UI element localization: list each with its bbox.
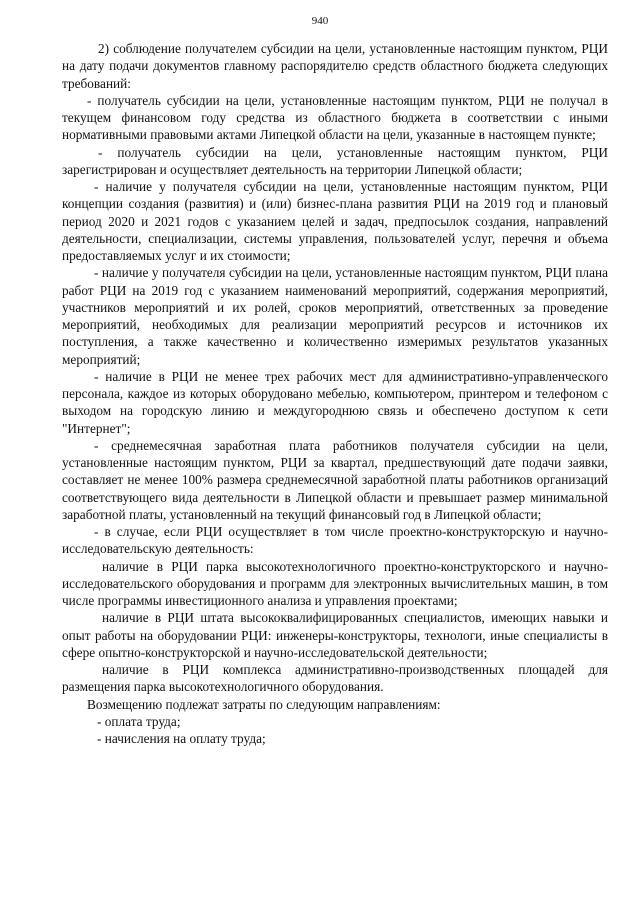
paragraph-condition-2: 2) соблюдение получателем субсидии на цели, установленные настоящим пунктом, РЦИ на дату подачи документов главному распорядителю средств областного бюджета следующих требований: (62, 41, 608, 91)
paragraph-equipment-park: наличие в РЦИ парка высокотехнологичного проектно-конструкторского и научно-исследовательского оборудования и программ для электронных вычислительных машин, в том числе программы инвестиционного анализа и управления проектами; (62, 558, 608, 608)
paragraph-workplaces: - наличие в РЦИ не менее трех рабочих мест для административно-управленческого персонала, каждое из которых оборудовано мебелью, компьютером, принтером и телефоном с выходом на городскую линию и междугороднюю связь и обеспечено доступом к сети "Интернет"; (62, 368, 608, 436)
paragraph-average-salary: - среднемесячная заработная плата работников получателя субсидии на цели, установленные настоящим пунктом, РЦИ за квартал, предшествующий дате подачи заявки, составляет не менее 100% размера среднемесячной заработной платы работников организаций соответствующего вида деятельности в Липецкой области и превышает размер минимальной заработной платы, установленный на текущий финансовый год в Липецкой области; (62, 437, 608, 522)
paragraph-work-plan: - наличие у получателя субсидии на цели, установленные настоящим пунктом, РЦИ плана работ РЦИ на 2019 год с указанием наименований мероприятий, содержания мероприятий, участников мероприятий и их ролей, сроков мероприятий, ответственных за проведение мероприятий, необходимых для реализации мероприятий ресурсов и источников их поступления, а также качественно и количественно измеримых результатов указанных мероприятий; (62, 265, 608, 367)
page-number: 940 (311, 15, 329, 27)
paragraph-design-research-case: - в случае, если РЦИ осуществляет в том числе проектно-конструкторскую и научно-исследовательскую деятельность: (62, 524, 608, 557)
paragraph-qualified-staff: наличие в РЦИ штата высококвалифицированных специалистов, имеющих навыки и опыт работы на оборудовании РЦИ: инженеры-конструкторы, технологи, иные специалисты в сфере опытно-конструкторской и научно-исследовательской деятельности; (62, 610, 608, 660)
paragraph-no-other-funds: - получатель субсидии на цели, установленные настоящим пунктом, РЦИ не получал в текущем финансовом году средства из областного бюджета в соответствии с иными нормативными правовыми актами Липецкой области на цели, указанные в настоящем пункте; (62, 92, 608, 143)
document-body (62, 40, 608, 747)
paragraph-registered-in-region: - получатель субсидии на цели, установленные настоящим пунктом, РЦИ зарегистрирован и осуществляет деятельность на территории Липецкой области; (62, 144, 608, 177)
paragraph-reimbursable-costs: Возмещению подлежат затраты по следующим направлениям: (87, 696, 441, 712)
list-item-wages: - оплата труда; (97, 713, 181, 729)
paragraph-concept-business-plan: - наличие у получателя субсидии на цели, установленные настоящим пунктом, РЦИ концепции создания (развития) и (или) бизнес-плана развития РЦИ на 2019 год и плановый период 2020 и 2021 годов с указанием целей и задач, предпосылок создания, направлений деятельности, специализации, системы управления, пользователей услуг, перечня и объема предоставляемых услуг и их стоимости; (62, 179, 608, 263)
list-item-wage-charges: - начисления на оплату труда; (97, 731, 266, 746)
paragraph-premises: наличие в РЦИ комплекса административно-производственных площадей для размещения парка высокотехнологичного оборудования. (62, 662, 608, 695)
